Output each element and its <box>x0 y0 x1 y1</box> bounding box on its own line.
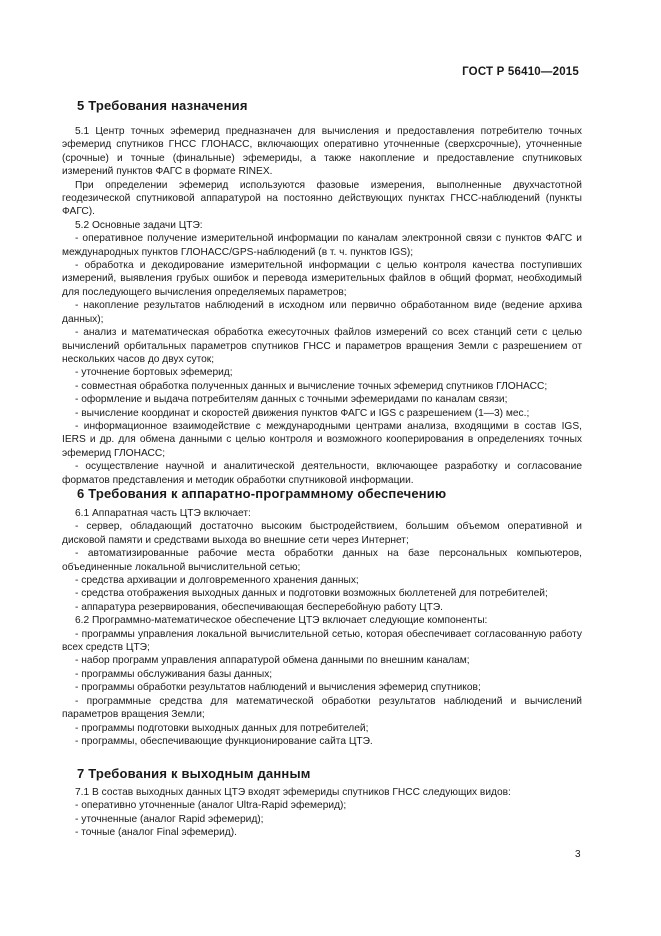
list-item: - средства архивации и долговременного хранения данных; <box>75 575 359 587</box>
list-item: - программы подготовки выходных данных для потребителей; <box>75 722 369 734</box>
list-item: - точные (аналог Final эфемерид). <box>75 827 237 839</box>
section-5-title: 5 Требования назначения <box>77 98 248 113</box>
list-item: - накопление результатов наблюдений в исходном или первично обработанном виде (ведение архива данных); <box>62 300 582 325</box>
list-item: - уточнение бортовых эфемерид; <box>75 367 233 379</box>
section-6-title: 6 Требования к аппаратно-программному обеспечению <box>77 486 447 501</box>
list-item: - совместная обработка полученных данных и вычисление точных эфемерид спутников ГЛОНАСС; <box>75 380 548 392</box>
list-item: - программные средства для математической обработки результатов наблюдений и вычислений параметров вращения Земли; <box>62 695 582 721</box>
list-item: - аппаратура резервирования, обеспечивающая бесперебойную работу ЦТЭ. <box>75 601 443 613</box>
list-item: - анализ и математическая обработка ежесуточных файлов измерений со всех станций сети с целью вычислений орбитальных параметров спутников ГНСС и параметров вращения Земли с разрешением от нескольких часов до двух суток; <box>62 327 582 365</box>
list-item: - автоматизированные рабочие места обработки данных на базе персональных компьютеров, объединенные локальной вычислительной сетью; <box>62 548 582 573</box>
document-header: ГОСТ Р 56410—2015 <box>462 66 579 78</box>
paragraph: 5.1 Центр точных эфемерид предназначен для вычисления и предоставления потребителю точных эфемерид спутников ГНСС ГЛОНАСС, включающих оперативно уточненные (сверхсрочные), уточненные (срочные) и точные (финальные) эфемериды, а также накопление и предоставление спутниковых измерений пунктов ФАГС в формате RINEX. <box>62 126 582 178</box>
list-item: - оформление и выдача потребителям данных с точными эфемеридами по каналам связи; <box>75 394 508 406</box>
list-item: - сервер, обладающий достаточно высоким быстродействием, большим объемом оперативной и дисковой памяти и средствами выхода во внешние сети через Интернет; <box>62 521 582 546</box>
paragraph: 6.2 Программно-математическое обеспечение ЦТЭ включает следующие компоненты: <box>75 615 488 627</box>
list-item: - уточненные (аналог Rapid эфемерид); <box>75 813 264 825</box>
list-item: - программы обработки результатов наблюдений и вычисления эфемерид спутников; <box>75 682 481 694</box>
section-5-body <box>62 125 582 487</box>
list-item: - осуществление научной и аналитической деятельности, включающее разработку и согласование форматов представления и методик обработки спутниковой информации. <box>62 461 582 486</box>
section-6-body <box>62 507 582 748</box>
list-item: - вычисление координат и скоростей движения пунктов ФАГС и IGS с разрешением (1—3) мес.; <box>75 407 530 419</box>
page-number: 3 <box>575 849 581 860</box>
list-item: - средства отображения выходных данных и подготовки возможных бюллетеней для потребителей; <box>75 588 548 600</box>
section-7-body <box>62 786 582 840</box>
list-item: - программы управления локальной вычислительной сетью, которая обеспечивает согласованную работу всех средств ЦТЭ; <box>62 628 582 654</box>
list-item: - программы, обеспечивающие функционирование сайта ЦТЭ. <box>75 735 373 747</box>
list-item: - информационное взаимодействие с международными центрами анализа, входящими в состав IGS, IERS и др. для обмена данными с целью контроля и возможного кооперирования в определениях точных эфемерид ГЛОНАСС; <box>62 420 582 459</box>
paragraph: 7.1 В состав выходных данных ЦТЭ входят эфемериды спутников ГНСС следующих видов: <box>75 787 511 798</box>
section-7-title: 7 Требования к выходным данным <box>77 766 311 781</box>
list-item: - оперативное получение измерительной информации по каналам электронной связи с пунктов ФАГС и международных пунктов ГЛОНАСС/GPS-наблюдений (в т. ч. пунктов IGS); <box>62 233 582 258</box>
paragraph: 5.2 Основные задачи ЦТЭ: <box>75 219 203 231</box>
list-item: - обработка и декодирование измерительной информации с целью контроля качества поступивших измерений, выявления грубых ошибок и перевода измерительных файлов в общий формат, необходимый для последующего вычисления определяемых параметров; <box>62 260 582 298</box>
paragraph: При определении эфемерид используются фазовые измерения, выполненные двухчастотной геодезической спутниковой аппаратурой на постоянно действующих пунктах ГНСС-наблюдений (пункты ФАГС). <box>62 179 582 218</box>
list-item: - набор программ управления аппаратурой обмена данными по внешним каналам; <box>75 655 470 667</box>
list-item: - программы обслуживания базы данных; <box>75 668 273 680</box>
paragraph: 6.1 Аппаратная часть ЦТЭ включает: <box>75 508 251 519</box>
list-item: - оперативно уточненные (аналог Ultra-Rapid эфемерид); <box>75 800 347 812</box>
